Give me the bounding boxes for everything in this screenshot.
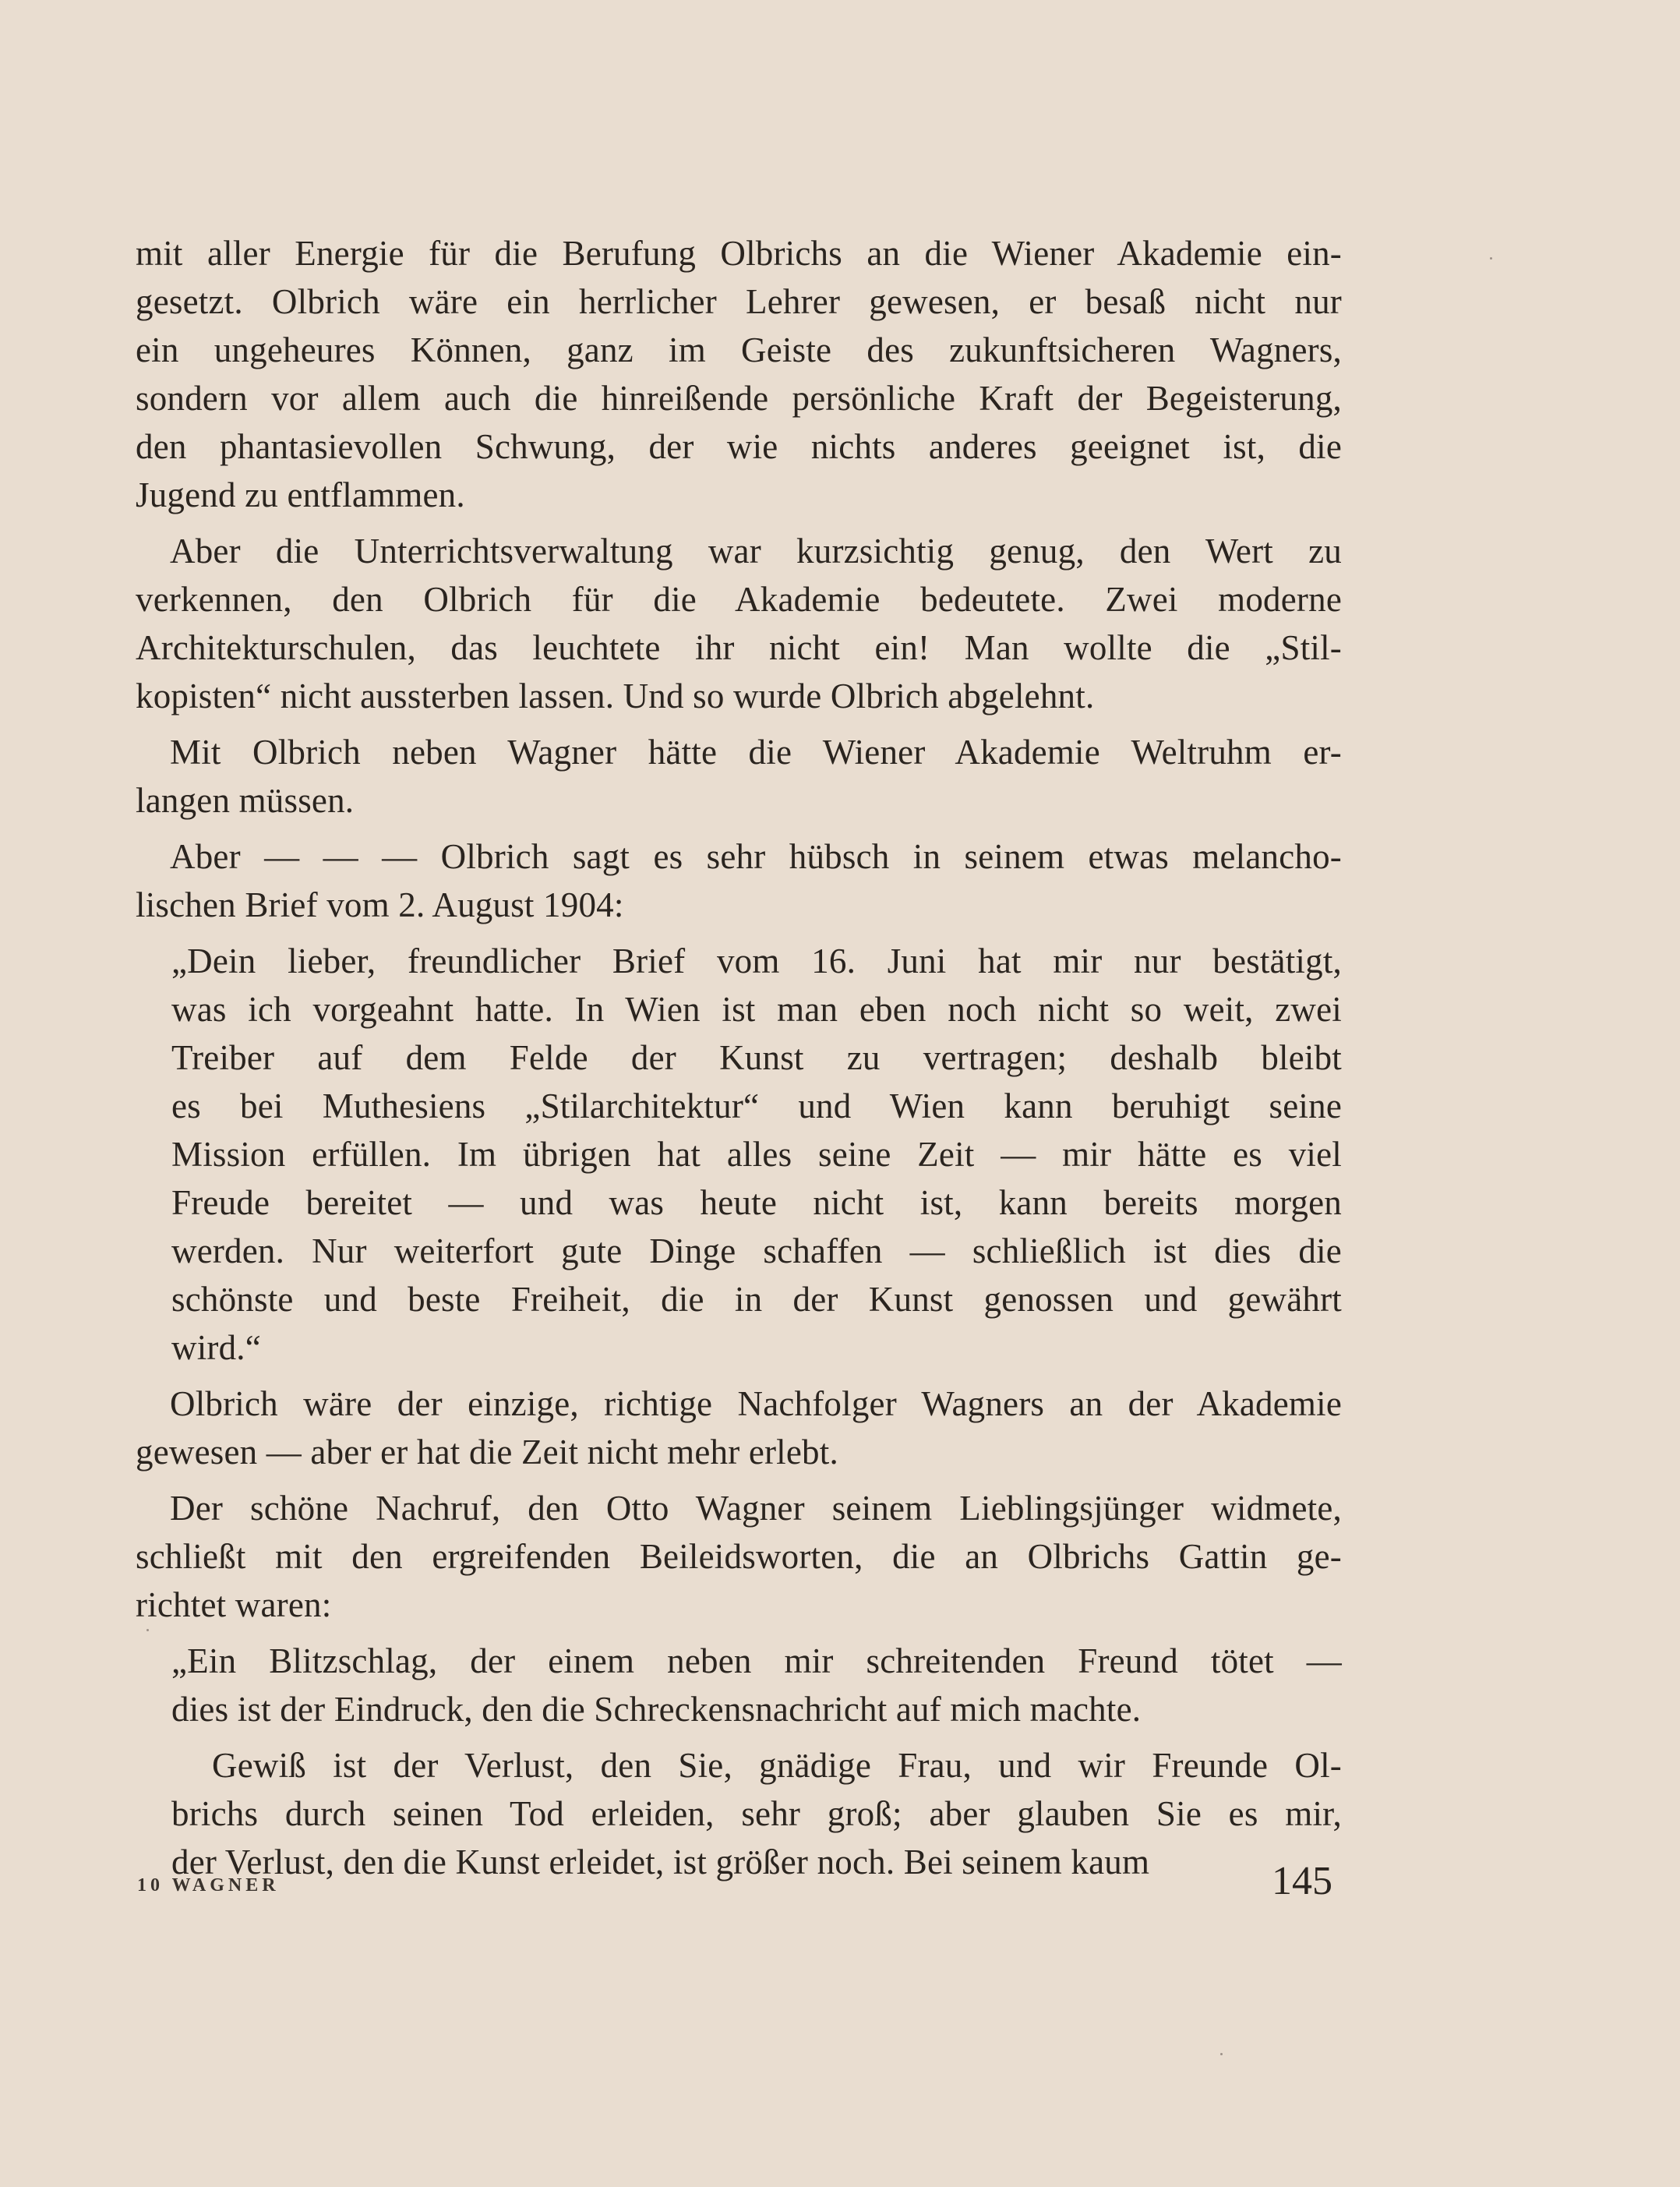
text-line: Mit Olbrich neben Wagner hätte die Wiener Akademie Weltruhm er-: [170, 733, 1342, 772]
paragraph-gap: [136, 825, 1342, 832]
signature-mark: 10 WAGNER: [137, 1875, 280, 1896]
paper-speck: [1220, 2053, 1223, 2055]
text-line: ein ungeheures Können, ganz im Geiste des zukunftsicheren Wagners,: [136, 330, 1342, 369]
text-line: sondern vor allem auch die hinreißende persönliche Kraft der Begeisterung,: [136, 379, 1342, 418]
text-line: brichs durch seinen Tod erleiden, sehr groß; aber glauben Sie es mir,: [171, 1794, 1342, 1833]
text-line: es bei Muthesiens „Stilarchitektur“ und Wien kann beruhigt seine: [171, 1086, 1342, 1125]
text-line: der Verlust, den die Kunst erleidet, ist größer noch. Bei seinem kaum: [171, 1843, 1150, 1881]
page-number: 145: [1272, 1859, 1332, 1903]
text-line: Olbrich wäre der einzige, richtige Nachfolger Wagners an der Akademie: [170, 1384, 1342, 1423]
text-line: Aber die Unterrichtsverwaltung war kurzsichtig genug, den Wert zu: [170, 532, 1342, 571]
text-line: Aber — — — Olbrich sagt es sehr hübsch in seinem etwas melancho-: [170, 837, 1342, 876]
text-line: werden. Nur weiterfort gute Dinge schaffen — schließlich ist dies die: [171, 1231, 1342, 1270]
text-line: Treiber auf dem Felde der Kunst zu vertragen; deshalb bleibt: [171, 1038, 1342, 1077]
text-line: Mission erfüllen. Im übrigen hat alles seine Zeit — mir hätte es viel: [171, 1135, 1342, 1174]
text-line: wird.“: [171, 1328, 261, 1367]
text-line: kopisten“ nicht aussterben lassen. Und so wurde Olbrich abgelehnt.: [136, 677, 1095, 715]
text-line: verkennen, den Olbrich für die Akademie bedeutete. Zwei moderne: [136, 580, 1342, 619]
text-line: richtet waren:: [136, 1585, 332, 1624]
paragraph-gap: [136, 1733, 1342, 1741]
text-line: Freude bereitet — und was heute nicht ist, kann bereits morgen: [171, 1183, 1342, 1222]
paragraph-gap: [136, 1629, 1342, 1637]
text-line: langen müssen.: [136, 781, 355, 820]
paragraph-gap: [136, 1476, 1342, 1484]
paragraph-gap: [136, 720, 1342, 728]
paper-speck: [1490, 257, 1492, 260]
text-line: „Ein Blitzschlag, der einem neben mir schreitenden Freund tötet —: [171, 1641, 1342, 1680]
text-line: Der schöne Nachruf, den Otto Wagner seinem Lieblingsjünger widmete,: [170, 1489, 1342, 1528]
body-text: [136, 229, 1342, 1886]
paragraph-gap: [136, 519, 1342, 527]
text-line: Jugend zu entflammen.: [136, 475, 465, 514]
text-line: schließt mit den ergreifenden Beileidsworten, die an Olbrichs Gattin ge-: [136, 1537, 1342, 1576]
paper-speck: [146, 1629, 149, 1631]
paragraph-gap: [136, 929, 1342, 937]
text-line: gewesen — aber er hat die Zeit nicht mehr erlebt.: [136, 1433, 838, 1472]
text-line: gesetzt. Olbrich wäre ein herrlicher Lehrer gewesen, er besaß nicht nur: [136, 282, 1342, 321]
text-line: was ich vorgeahnt hatte. In Wien ist man eben noch nicht so weit, zwei: [171, 990, 1342, 1029]
text-line: dies ist der Eindruck, den die Schreckensnachricht auf mich machte.: [171, 1690, 1142, 1729]
paragraph-gap: [136, 1372, 1342, 1380]
text-line: schönste und beste Freiheit, die in der Kunst genossen und gewährt: [171, 1280, 1342, 1319]
text-line: mit aller Energie für die Berufung Olbrichs an die Wiener Akademie ein-: [136, 234, 1342, 273]
text-line: den phantasievollen Schwung, der wie nichts anderes geeignet ist, die: [136, 427, 1342, 466]
text-line: Architekturschulen, das leuchtete ihr nicht ein! Man wollte die „Stil-: [136, 628, 1342, 667]
text-line: Gewiß ist der Verlust, den Sie, gnädige Frau, und wir Freunde Ol-: [212, 1746, 1342, 1785]
text-line: lischen Brief vom 2. August 1904:: [136, 885, 624, 924]
text-line: „Dein lieber, freundlicher Brief vom 16. Juni hat mir nur bestätigt,: [171, 942, 1342, 980]
